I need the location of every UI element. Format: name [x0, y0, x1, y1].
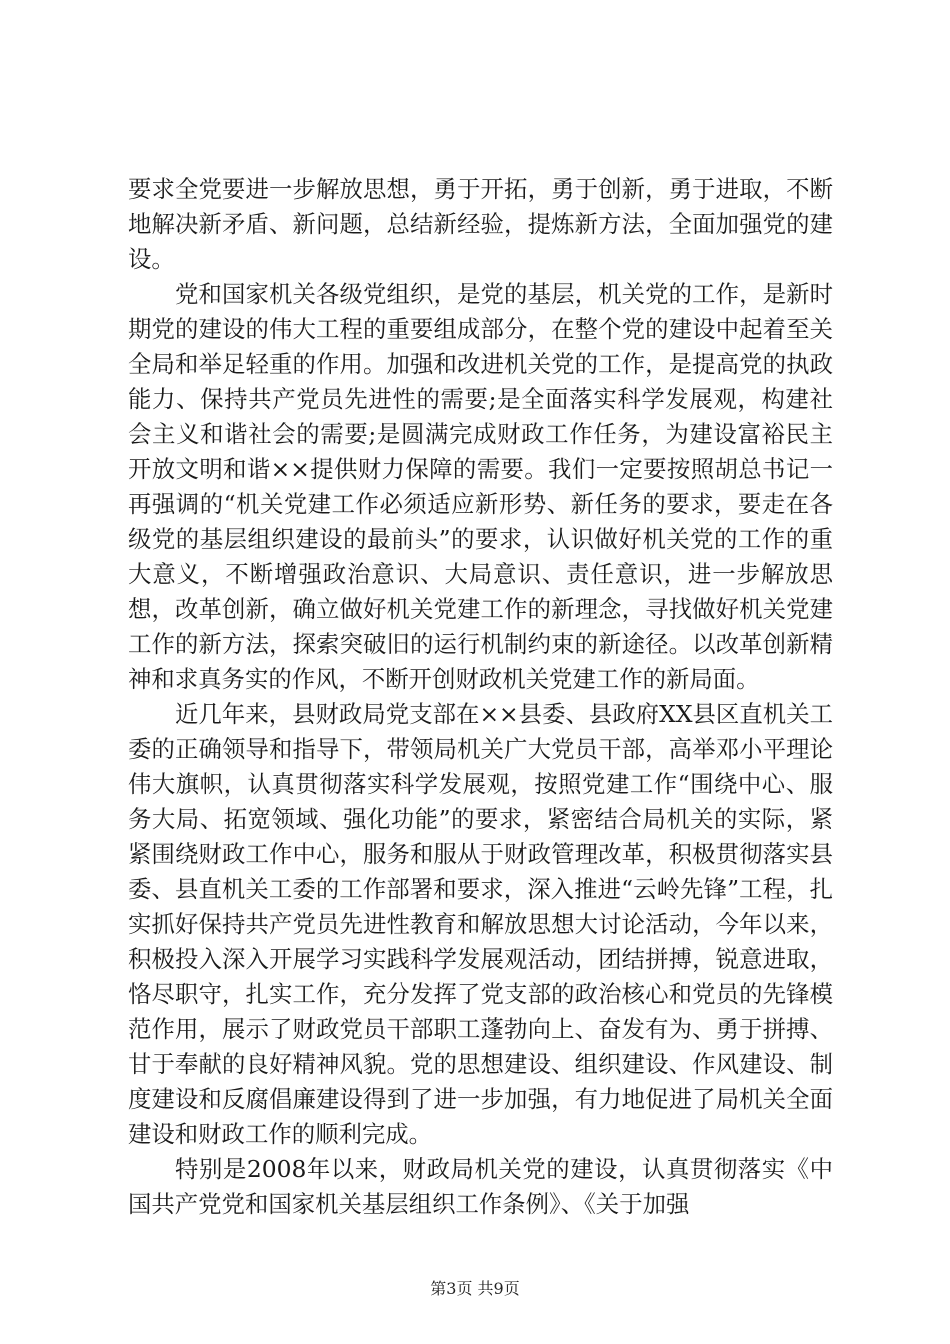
paragraph-2: 党和国家机关各级党组织，是党的基层，机关党的工作，是新时期党的建设的伟大工程的重要组成部分，在整个党的建设中起着至关全局和举足轻重的作用。加强和改进机关党的工作，是提高党的执政能力、保持共产党员先进性的需要;是全面落实科学发展观，构建社会主义和谐社会的需要;是圆满完成财政工作任务，为建设富裕民主开放文明和谐××提供财力保障的需要。我们一定要按照胡总书记一再强调的“机关党建工作必须适应新形势、新任务的要求，要走在各级党的基层组织建设的最前头”的要求，认识做好机关党的工作的重大意义，不断增强政治意识、大局意识、责任意识，进一步解放思想，改革创新，确立做好机关党建工作的新理念，寻找做好机关党建工作的新方法，探索突破旧的运行机制约束的新途径。以改革创新精神和求真务实的作风，不断开创财政机关党建工作的新局面。: [128, 280, 833, 693]
paragraph-1: 要求全党要进一步解放思想，勇于开拓，勇于创新，勇于进取，不断地解决新矛盾、新问题，总结新经验，提炼新方法，全面加强党的建设。: [128, 175, 833, 273]
paragraph-3: 近几年来，县财政局党支部在××县委、县政府XX县区直机关工委的正确领导和指导下，带领局机关广大党员干部，高举邓小平理论伟大旗帜，认真贯彻落实科学发展观，按照党建工作“围绕中心、服务大局、拓宽领域、强化功能”的要求，紧密结合局机关的实际，紧紧围绕财政工作中心，服务和服从于财政管理改革，积极贯彻落实县委、县直机关工委的工作部署和要求，深入推进“云岭先锋”工程，扎实抓好保持共产党员先进性教育和解放思想大讨论活动，今年以来，积极投入深入开展学习实践科学发展观活动，团结拼搏，锐意进取，恪尽职守，扎实工作，充分发挥了党支部的政治核心和党员的先锋模范作用，展示了财政党员干部职工蓬勃向上、奋发有为、勇于拼搏、甘于奉献的良好精神风貌。党的思想建设、组织建设、作风建设、制度建设和反腐倡廉建设得到了进一步加强，有力地促进了局机关全面建设和财政工作的顺利完成。: [128, 700, 833, 1148]
page-footer: [0, 1278, 950, 1300]
page-number-label: 第3页 共9页: [430, 1279, 520, 1298]
paragraph-4: 特别是2008年以来，财政局机关党的建设，认真贯彻落实《中国共产党党和国家机关基层组织工作条例》、《关于加强: [128, 1155, 833, 1218]
document-body: [128, 172, 833, 1222]
